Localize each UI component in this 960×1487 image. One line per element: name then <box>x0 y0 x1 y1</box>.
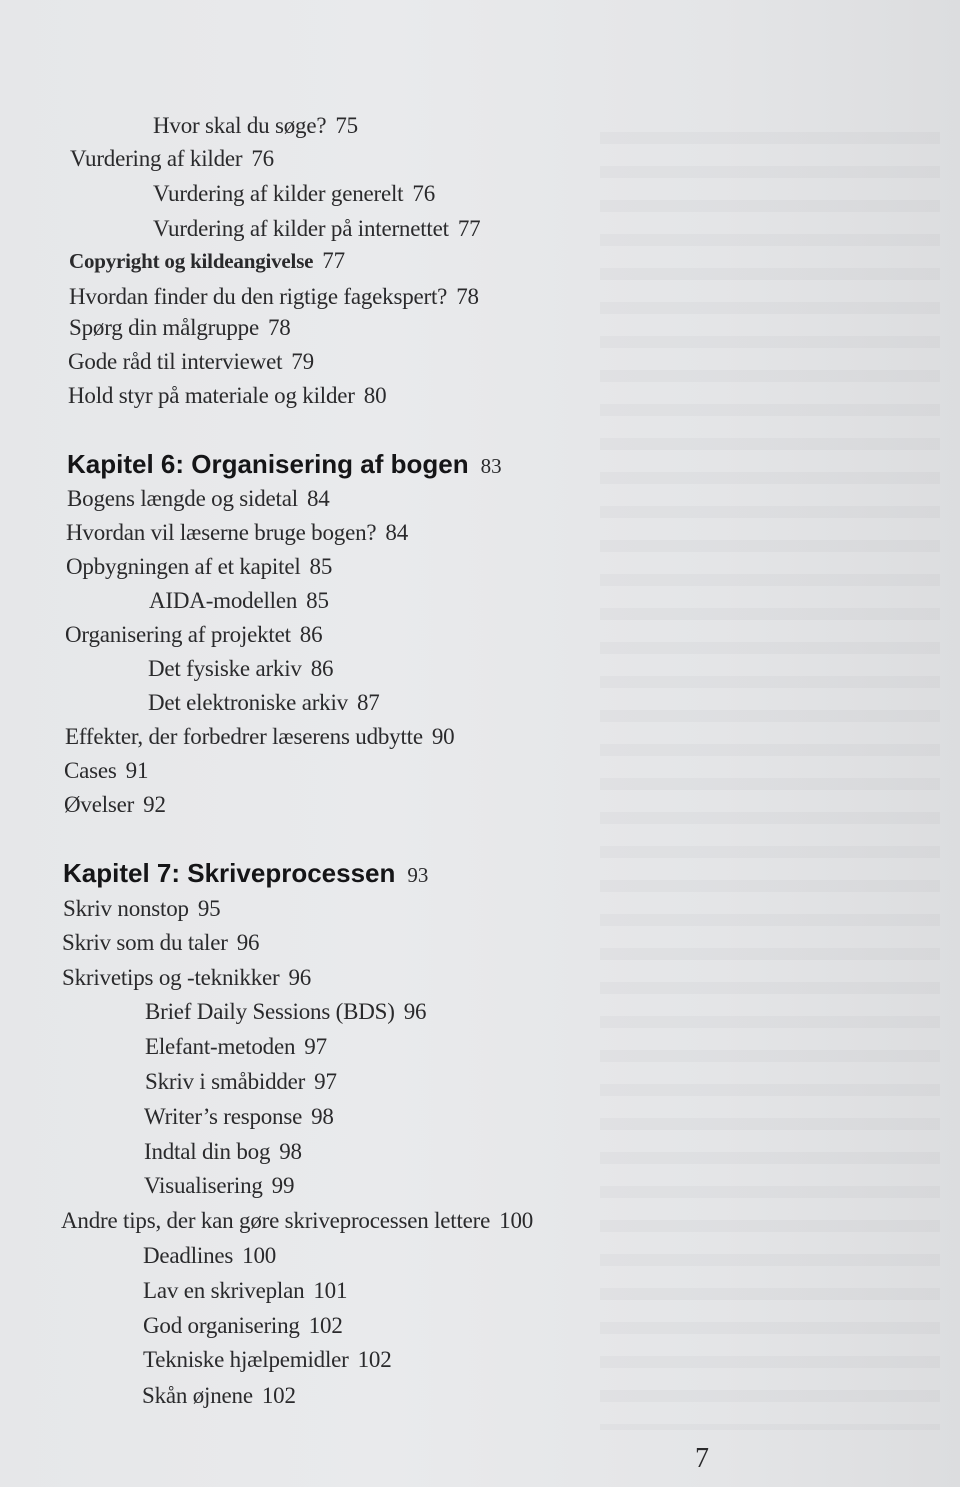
toc-entry-bold: Copyright og kildeangivelse 77 <box>69 248 345 273</box>
toc-entry: Gode råd til interviewet 79 <box>68 349 314 374</box>
toc-entry: Deadlines 100 <box>143 1243 277 1268</box>
toc-entry: Lav en skriveplan 101 <box>143 1278 348 1303</box>
toc-entry: Hvor skal du søge? 75 <box>153 113 358 138</box>
toc-entry: Skrivetips og -teknikker 96 <box>62 965 312 990</box>
toc-entry: Vurdering af kilder 76 <box>70 146 274 171</box>
toc-entry: Øvelser 92 <box>64 792 166 817</box>
toc-entry: Opbygningen af et kapitel 85 <box>66 554 333 579</box>
toc-entry: Effekter, der forbedrer læserens udbytte 90 <box>65 724 455 749</box>
toc-entry: Visualisering 99 <box>144 1173 295 1198</box>
toc-entry: Writer’s response 98 <box>144 1104 334 1129</box>
toc-entry: Skriv i småbidder 97 <box>145 1069 337 1094</box>
toc-entry: Vurdering af kilder på internettet 77 <box>153 216 481 241</box>
toc-entry: God organisering 102 <box>143 1313 343 1338</box>
toc-entry: Skriv nonstop 95 <box>63 896 221 921</box>
toc-entry: Det elektroniske arkiv 87 <box>148 690 380 715</box>
toc-entry: Skriv som du taler 96 <box>62 930 260 955</box>
toc-entry: Organisering af projektet 86 <box>65 622 323 647</box>
page-number: 7 <box>695 1443 709 1474</box>
toc-entry: Spørg din målgruppe 78 <box>69 315 291 340</box>
toc-entry: Hvordan finder du den rigtige fagekspert? 78 <box>69 284 479 309</box>
toc-entry: Vurdering af kilder generelt 76 <box>153 181 435 206</box>
toc-entry: Cases 91 <box>64 758 149 783</box>
toc-entry: Hvordan vil læserne bruge bogen? 84 <box>66 520 409 545</box>
toc-entry: Elefant-metoden 97 <box>145 1034 327 1059</box>
toc-entry: Hold styr på materiale og kilder 80 <box>68 383 387 408</box>
toc-entry: Tekniske hjælpemidler 102 <box>143 1347 392 1372</box>
toc-entry: Andre tips, der kan gøre skriveprocessen lettere 100 <box>61 1208 534 1233</box>
toc-entry: Indtal din bog 98 <box>144 1139 302 1164</box>
chapter-heading: Kapitel 6: Organisering af bogen 83 <box>67 449 502 479</box>
toc-entry: Det fysiske arkiv 86 <box>148 656 334 681</box>
chapter-heading: Kapitel 7: Skriveprocessen 93 <box>63 858 429 888</box>
toc-entry: Brief Daily Sessions (BDS) 96 <box>145 999 427 1024</box>
toc-entry: Bogens længde og sidetal 84 <box>67 486 330 511</box>
toc-entry: AIDA-modellen 85 <box>149 588 329 613</box>
toc-entry: Skån øjnene 102 <box>142 1383 296 1408</box>
